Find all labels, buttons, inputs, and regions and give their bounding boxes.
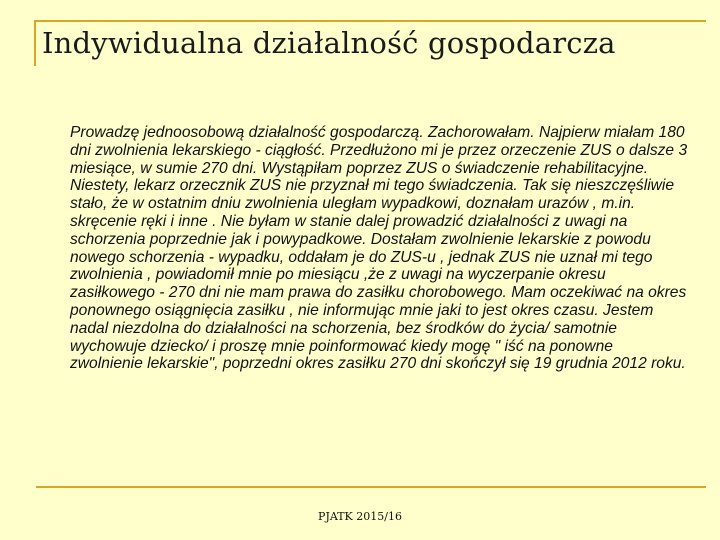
top-divider	[36, 20, 706, 22]
slide-body-text: Prowadzę jednoosobową działalność gospodarczą. Zachorowałam. Najpierw miałam 180 dni zwolnienia lekarskiego - ciągłość. Przedłużono mi je przez orzeczenie ZUS o dalsze 3 miesiące, w sumie 270 dni. Wystąpiłam poprzez ZUS o świadczenie rehabilitacyjne. Niestety, lekarz orzecznik ZUS nie przyznał mi tego świadczenia. Tak się nieszczęśliwie stało, że w ostatnim dniu zwolnienia uległam wypadkowi, doznałam urazów , m.in. skręcenie ręki i inne . Nie byłam w stanie dalej prowadzić działalności z uwagi na schorzenia poprzednie jak i powypadkowe. Dostałam zwolnienie lekarskie z powodu nowego schorzenia - wypadku, oddałam je do ZUS-u , jednak ZUS nie uznał mi tego zwolnienia , powiadomił mnie po miesiącu ,że z uwagi na wyczerpanie okresu zasiłkowego - 270 dni nie mam prawa do zasiłku chorobowego. Mam oczekiwać na okres ponownego osiągnięcia zasiłku , nie informując mnie jaki to jest okres czasu. Jestem nadal niezdolna do działalności na schorzenia, bez środków do życia/ samotnie wychowuje dziecko/ i proszę mnie poinformować kiedy mogę " iść na ponowne zwolnienie lekarskie", poprzedni okres zasiłku 270 dni skończył się 19 grudnia 2012 roku.	[70, 124, 688, 373]
slide-title: Indywidualna działalność gospodarcza	[42, 26, 616, 60]
slide-footer: PJATK 2015/16	[318, 510, 402, 523]
bottom-divider	[36, 486, 706, 488]
left-accent-line	[34, 20, 36, 66]
